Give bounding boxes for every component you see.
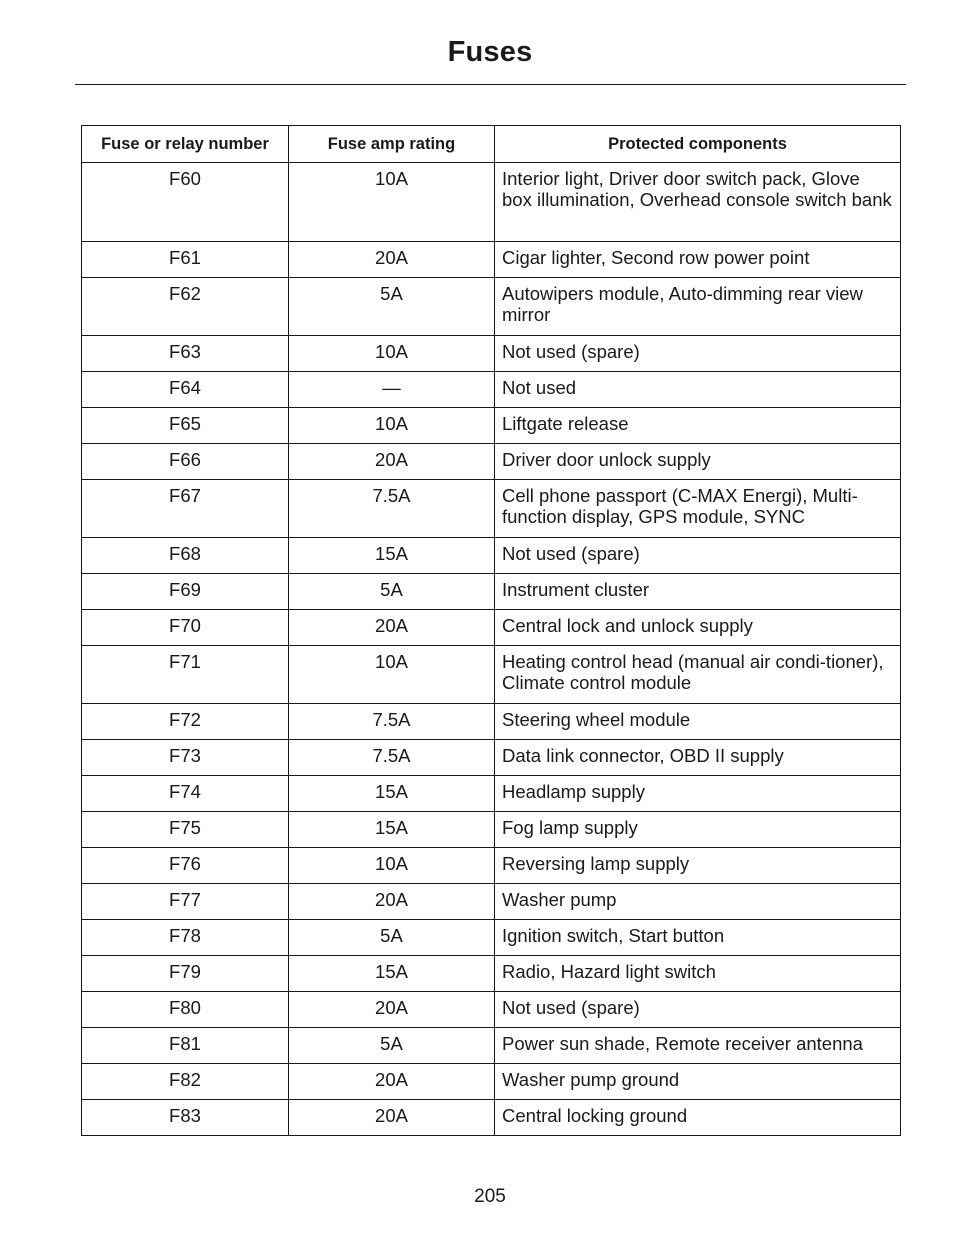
table-row bbox=[82, 444, 901, 480]
components-cell: Ignition switch, Start button bbox=[495, 920, 901, 956]
fuse-number-cell: F65 bbox=[82, 408, 289, 444]
fuse-number-cell: F77 bbox=[82, 884, 289, 920]
table-row bbox=[82, 408, 901, 444]
components-cell: Reversing lamp supply bbox=[495, 848, 901, 884]
table-row bbox=[82, 278, 901, 336]
table-row bbox=[82, 740, 901, 776]
fuse-number-cell: F62 bbox=[82, 278, 289, 336]
amp-rating-cell: 20A bbox=[289, 610, 495, 646]
amp-rating-cell: 5A bbox=[289, 1028, 495, 1064]
amp-rating-cell: 20A bbox=[289, 1100, 495, 1136]
components-cell: Heating control head (manual air condi-tioner), Climate control module bbox=[495, 646, 901, 704]
components-cell: Not used (spare) bbox=[495, 992, 901, 1028]
fuse-number-cell: F76 bbox=[82, 848, 289, 884]
components-cell: Headlamp supply bbox=[495, 776, 901, 812]
amp-rating-cell: 20A bbox=[289, 884, 495, 920]
table-row bbox=[82, 920, 901, 956]
fuse-number-cell: F75 bbox=[82, 812, 289, 848]
components-cell: Steering wheel module bbox=[495, 704, 901, 740]
components-cell: Driver door unlock supply bbox=[495, 444, 901, 480]
table-row bbox=[82, 1028, 901, 1064]
components-cell: Fog lamp supply bbox=[495, 812, 901, 848]
fuse-number-cell: F63 bbox=[82, 336, 289, 372]
components-cell: Central locking ground bbox=[495, 1100, 901, 1136]
components-cell: Not used (spare) bbox=[495, 538, 901, 574]
amp-rating-cell: 20A bbox=[289, 242, 495, 278]
fuse-number-cell: F73 bbox=[82, 740, 289, 776]
fuse-number-cell: F72 bbox=[82, 704, 289, 740]
table-row bbox=[82, 1100, 901, 1136]
amp-rating-cell: 10A bbox=[289, 163, 495, 242]
table-row bbox=[82, 646, 901, 704]
table-row bbox=[82, 1064, 901, 1100]
components-cell: Data link connector, OBD II supply bbox=[495, 740, 901, 776]
fuse-number-cell: F79 bbox=[82, 956, 289, 992]
table-row bbox=[82, 336, 901, 372]
components-cell: Power sun shade, Remote receiver antenna bbox=[495, 1028, 901, 1064]
table-row bbox=[82, 848, 901, 884]
table-row bbox=[82, 242, 901, 278]
amp-rating-cell: 10A bbox=[289, 336, 495, 372]
table-row bbox=[82, 574, 901, 610]
amp-rating-cell: 7.5A bbox=[289, 704, 495, 740]
amp-rating-cell: 7.5A bbox=[289, 480, 495, 538]
components-cell: Interior light, Driver door switch pack, Glove box illumination, Overhead console switch bank bbox=[495, 163, 901, 242]
components-cell: Not used bbox=[495, 372, 901, 408]
amp-rating-cell: 15A bbox=[289, 776, 495, 812]
table-row bbox=[82, 776, 901, 812]
components-cell: Washer pump ground bbox=[495, 1064, 901, 1100]
fuse-number-cell: F68 bbox=[82, 538, 289, 574]
components-cell: Cigar lighter, Second row power point bbox=[495, 242, 901, 278]
amp-rating-cell: 5A bbox=[289, 920, 495, 956]
fuse-number-cell: F60 bbox=[82, 163, 289, 242]
fuse-number-cell: F81 bbox=[82, 1028, 289, 1064]
amp-rating-cell: 20A bbox=[289, 444, 495, 480]
fuse-number-cell: F69 bbox=[82, 574, 289, 610]
page-title: Fuses bbox=[447, 36, 533, 68]
amp-rating-cell: — bbox=[289, 372, 495, 408]
amp-rating-cell: 10A bbox=[289, 848, 495, 884]
header-protected-components: Protected components bbox=[495, 126, 901, 163]
table-row bbox=[82, 610, 901, 646]
amp-rating-cell: 5A bbox=[289, 278, 495, 336]
header-fuse-number: Fuse or relay number bbox=[82, 126, 289, 163]
amp-rating-cell: 5A bbox=[289, 574, 495, 610]
components-cell: Washer pump bbox=[495, 884, 901, 920]
fuse-number-cell: F66 bbox=[82, 444, 289, 480]
components-cell: Not used (spare) bbox=[495, 336, 901, 372]
fuse-number-cell: F82 bbox=[82, 1064, 289, 1100]
components-cell: Autowipers module, Auto-dimming rear view mirror bbox=[495, 278, 901, 336]
components-cell: Central lock and unlock supply bbox=[495, 610, 901, 646]
components-cell: Cell phone passport (C-MAX Energi), Multi-function display, GPS module, SYNC bbox=[495, 480, 901, 538]
amp-rating-cell: 15A bbox=[289, 812, 495, 848]
fuse-number-cell: F78 bbox=[82, 920, 289, 956]
fuse-number-cell: F70 bbox=[82, 610, 289, 646]
components-cell: Liftgate release bbox=[495, 408, 901, 444]
table-row bbox=[82, 372, 901, 408]
table-row bbox=[82, 812, 901, 848]
table-row bbox=[82, 884, 901, 920]
amp-rating-cell: 20A bbox=[289, 1064, 495, 1100]
table-row bbox=[82, 704, 901, 740]
table-header-row bbox=[82, 126, 901, 163]
components-cell: Instrument cluster bbox=[495, 574, 901, 610]
table-row bbox=[82, 992, 901, 1028]
fuse-number-cell: F74 bbox=[82, 776, 289, 812]
table-row bbox=[82, 480, 901, 538]
amp-rating-cell: 10A bbox=[289, 646, 495, 704]
fuse-table bbox=[81, 125, 901, 1136]
table-row bbox=[82, 163, 901, 242]
title-divider bbox=[75, 84, 906, 85]
header-amp-rating: Fuse amp rating bbox=[289, 126, 495, 163]
fuse-number-cell: F80 bbox=[82, 992, 289, 1028]
fuse-number-cell: F61 bbox=[82, 242, 289, 278]
amp-rating-cell: 7.5A bbox=[289, 740, 495, 776]
fuse-number-cell: F64 bbox=[82, 372, 289, 408]
components-cell: Radio, Hazard light switch bbox=[495, 956, 901, 992]
fuse-number-cell: F71 bbox=[82, 646, 289, 704]
amp-rating-cell: 15A bbox=[289, 538, 495, 574]
table-row bbox=[82, 538, 901, 574]
fuse-number-cell: F83 bbox=[82, 1100, 289, 1136]
page-number: 205 bbox=[474, 1186, 506, 1207]
amp-rating-cell: 15A bbox=[289, 956, 495, 992]
fuse-number-cell: F67 bbox=[82, 480, 289, 538]
amp-rating-cell: 20A bbox=[289, 992, 495, 1028]
amp-rating-cell: 10A bbox=[289, 408, 495, 444]
table-row bbox=[82, 956, 901, 992]
